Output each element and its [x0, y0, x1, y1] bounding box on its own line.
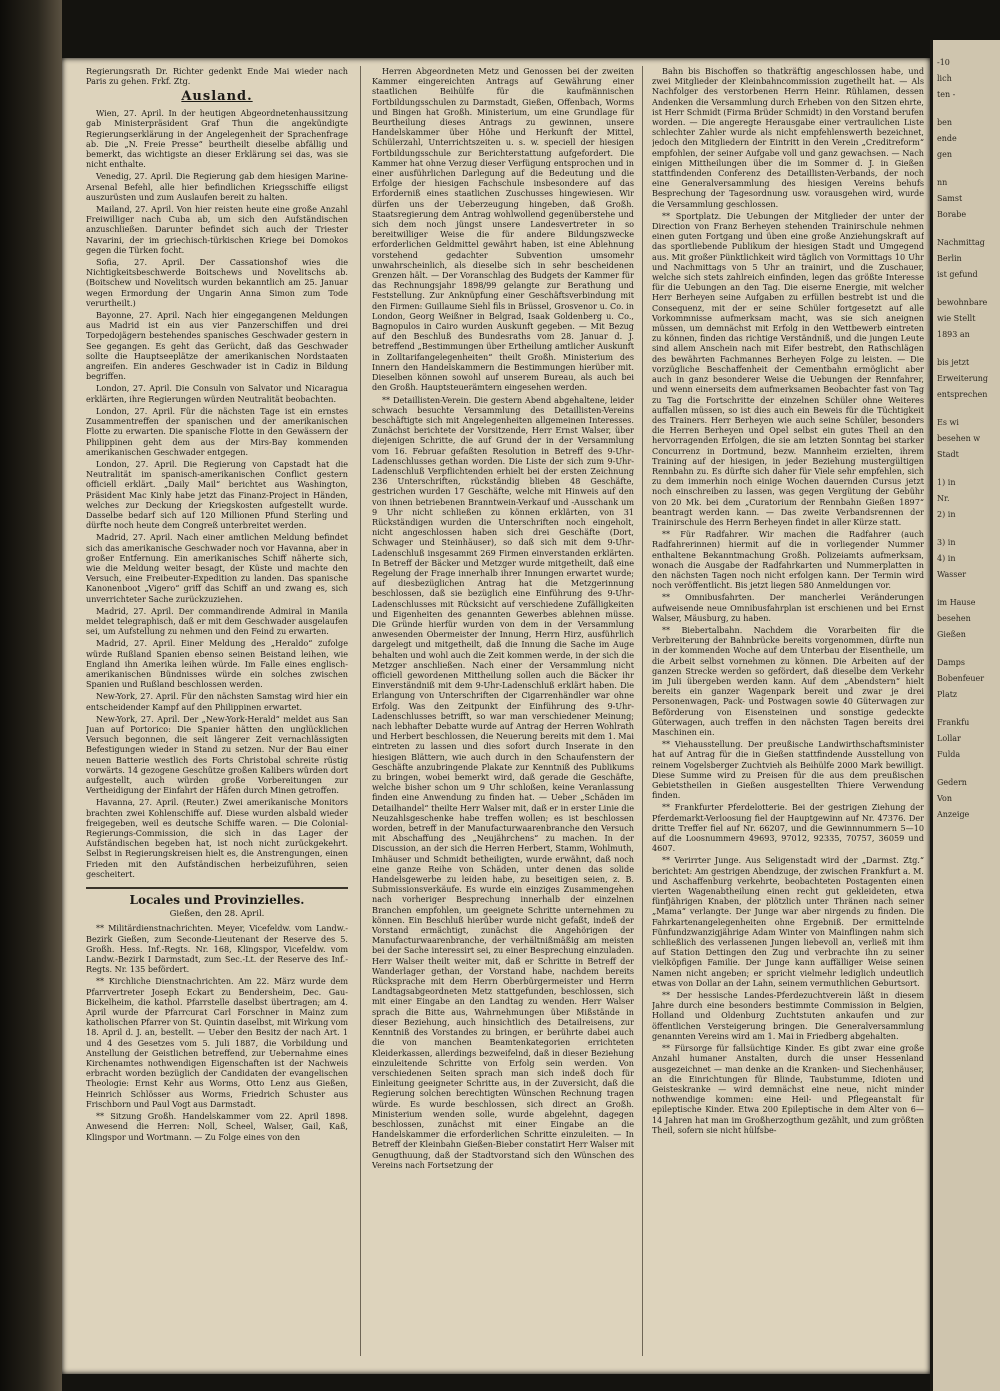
adjacent-page-fragment-text: Samst [937, 194, 963, 203]
adjacent-page-fragment-text: Borabe [937, 210, 967, 219]
adjacent-page-fragment-text: Es wi [937, 418, 959, 427]
adjacent-page-fragment-text: Nr. [937, 494, 950, 503]
article-paragraph: Sofia, 27. April. Der Cassationshof wies die Nichtigkeitsbeschwerde Boitschews und Novelitschs ab. (Boitschew und Novelitsch wurden bekanntlich am 25. Januar wegen Ermordung der Ungarin Anna Simon zum Tode verurtheilt.) [86, 257, 348, 308]
section-heading-locales: Locales und Provinzielles. [86, 887, 348, 905]
adjacent-page-fragment-text: 3) in [937, 538, 956, 547]
adjacent-page-fragment-text: entsprechen [937, 390, 988, 399]
adjacent-page-fragment-text: ben [937, 118, 953, 127]
article-paragraph: Madrid, 27. April. Nach einer amtlichen Meldung befindet sich das amerikanische Geschwader noch vor Havanna, aber in großer Entfernung. Ein amerikanisches Schiff näherte sich, wie die Meldung weiter besagt, der Küste und machte den Versuch, eine Freibeuter-Expedition zu landen. Das spanische Kanonenboot „Vigero“ griff das Schiff an und zwang es, sich unverrichteter Sache zurückzuziehen. [86, 532, 348, 604]
article-paragraph: Wien, 27. April. In der heutigen Abgeordnetenhaussitzung gab Ministerpräsident Graf Thun die angekündigte Regierungserklärung in der Angelegenheit der Sprachenfrage ab. Die „N. Freie Presse“ beurtheilt dieselbe abfällig und bemerkt, das wichtigste an dieser Erklärung sei das, was sie nicht enthalte. [86, 108, 348, 170]
adjacent-page-fragment-text: lich [937, 74, 952, 83]
article-list [86, 923, 348, 1141]
article-paragraph: Havanna, 27. April. (Reuter.) Zwei amerikanische Monitors brachten zwei Kohlenschiffe auf. Diese wurden alsbald wieder freigegeben, weil es deutsche Schiffe waren. — Die Colonial-Regierungs-Commission, die sich in das Lager der Aufständischen begeben hat, ist noch nicht zurückgekehrt. Selbst in Regierungskreisen hielt es, die Anstrengungen, einen Frieden mit den Aufständischen herbeizuführen, seien gescheitert. [86, 797, 348, 879]
article-paragraph: New-York, 27. April. Für den nächsten Samstag wird hier ein entscheidender Kampf auf den Philippinen erwartet. [86, 691, 348, 712]
adjacent-page-fragment-text: Platz [937, 690, 958, 699]
column-1 [86, 66, 348, 1366]
article-paragraph: ** Sitzung Großh. Handelskammer vom 22. April 1898. Anwesend die Herren: Noll, Scheel, Walser, Gail, Kaß, Klingspor und Wortmann. — Zu Folge eines von den [86, 1111, 348, 1142]
adjacent-page-fragment-text: 1) in [937, 478, 956, 487]
article-list [652, 66, 924, 1135]
article-list [372, 66, 634, 1170]
adjacent-page-fragment-text: Fulda [937, 750, 961, 759]
adjacent-page-fragment [930, 40, 1000, 1391]
article-paragraph: London, 27. April. Die Consuln von Salvator und Nicaragua erklärten, ihre Regierungen würden Neutralität beobachten. [86, 383, 348, 404]
adjacent-page-fragment-text: besehen [937, 614, 971, 623]
article-paragraph: New-York, 27. April. Der „New-York-Herald“ meldet aus San Juan auf Portorico: Die Spanier hätten den unglücklichen Versuch begonnen, die seit längerer Zeit vernachlässigten Befestigungen wieder in Stand zu setzen. Nur der Bau einer neuen Batterie westlich des Forts Christobal schreite rüstig vorwärts. 14 gezogene Geschütze großen Kalibers würden dort aufgestellt, auch würden große Vorbereitungen zur Vertheidigung der Einfahrt der Häfen durch Minen getroffen. [86, 713, 348, 796]
section-heading-ausland: Ausland. [181, 89, 253, 104]
adjacent-page-fragment-text: ende [937, 134, 957, 143]
adjacent-page-fragment-text: bewohnbare [937, 298, 988, 307]
adjacent-page-fragment-text: Berlin [937, 254, 962, 263]
article-list [86, 108, 348, 879]
column-2 [372, 66, 634, 1366]
article-paragraph: ** Viehausstellung. Der preußische Landwirthschaftsminister hat auf Antrag für die in Gießen stattfindende Ausstellung von reinem Vogelsberger Zuchtvieh als Beihülfe 2000 Mark bewilligt. Diese Summe wird zu Preisen für die aus dem preußischen Gebietstheilen in Gießen ausgestellten Thiere Verwendung finden. [652, 739, 924, 801]
article-paragraph: ** Omnibusfahrten. Der mancherlei Veränderungen aufweisende neue Omnibusfahrplan ist erschienen und bei Ernst Walser, Mäusburg, zu haben. [652, 592, 924, 623]
article-paragraph: Madrid, 27. April. Einer Meldung des „Heraldo“ zufolge würde Rußland Spanien ebenso seinen Beistand leihen, wie England ihn Amerika leihen würde. Im Falle eines englisch-amerikanischen Bündnisses würde ein solches zwischen Spanien und Rußland beschlossen werden. [86, 638, 348, 690]
article-paragraph: ** Kirchliche Dienstnachrichten. Am 22. März wurde dem Pfarrvertreter Joseph Eckart zu Bendersheim, Dec. Gau-Bickelheim, die kathol. Pfarrstelle daselbst übertragen; am 4. April wurde der Pfarrcurat Carl Forschner in Mainz zum katholischen Pfarrer von St. Quintin daselbst, mit Wirkung vom 18. April d. J. an, bestellt. — Ueber den Besitz der nach Art. 1 und 4 des Gesetzes vom 5. Juli 1887, die Vorbildung und Anstellung der Geistlichen betreffend, zur Uebernahme eines Kirchenamtes nothwendigen Eigenschaften ist der Nachweis erbracht worden bezüglich der Candidaten der evangelischen Theologie: Ernst Kehr aus Worms, Otto Lenz aus Gießen, Heinrich Schlösser aus Worms, Friedrich Schuster aus Frischborn und Paul Vogt aus Darmstadt. [86, 976, 348, 1109]
adjacent-page-fragment-text: 1893 an [937, 330, 970, 339]
adjacent-page-fragment-text: Von [937, 794, 953, 803]
adjacent-page-fragment-text: Lollar [937, 734, 961, 743]
article-paragraph: ** Militärdienstnachrichten. Meyer, Vicefeldw. vom Landw.-Bezirk Gießen, zum Seconde-Lieutenant der Reserve des 5. Großh. Hess. Inf.-Regts. Nr. 168, Klingspor, Vicefeldw. vom Landw.-Bezirk I Darmstadt, zum Sec.-Lt. der Reserve des Inf.-Regts. Nr. 135 befördert. [86, 923, 348, 975]
adjacent-page-fragment-text: Wasser [937, 570, 967, 579]
adjacent-page-fragment-text: -10 [937, 58, 950, 67]
article-paragraph: ** Verirrter Junge. Aus Seligenstadt wird der „Darmst. Ztg.“ berichtet: Am gestrigen Abendzuge, der zwischen Frankfurt a. M. und Aschaffenburg verkehrte, beobachteten Postagenten einen vierten Wagenabtheilung einen recht gut gekleideten, etwa fünfjährigen Knaben, der plötzlich unter Thränen nach seiner „Mama“ verlangte. Der Junge war aber nirgends zu finden. Die Fahrkartenangelegenheiten ohne Ergebniß. Der ermittelnde Fünfundzwanzigjährige Adam Winter von Mainflingen nahm sich schließlich des verlassenen Jungen liebevoll an, verließ mit ihm auf Station Dettingen den Zug und verbrachte ihn zu seiner vielköpfigen Familie. Der Junge kann auffälliger Weise seinen Namen nicht angeben; er spricht vielmehr lediglich undeutlich etwas von Dollar an der Lahn, seinem vermuthlichen Geburtsort. [652, 855, 924, 988]
column-divider [360, 66, 361, 1356]
adjacent-page-fragment-text: bis jetzt [937, 358, 970, 367]
adjacent-page-fragment-text: Anzeige [937, 810, 970, 819]
adjacent-page-fragment-text: wie Stellt [937, 314, 976, 323]
adjacent-page-fragment-text: ist gefund [937, 270, 978, 279]
article-paragraph: London, 27. April. Für die nächsten Tage ist ein ernstes Zusammentreffen der spanischen und der amerikanischen Flotte zu erwarten. Die spanische Flotte in den Gewässern der Philippinen geht dem aus der Mirs-Bay kommenden amerikanischen Geschwader entgegen. [86, 405, 348, 457]
article-paragraph: ** Der hessische Landes-Pferdezuchtverein läßt in diesem Jahre durch eine besonders bestimmte Commission in Belgien, Holland und Oldenburg Zuchtstuten ankaufen und zur öffentlichen Versteigerung bringen. Die Generalversammlung genannten Vereins wird am 1. Mai in Friedberg abgehalten. [652, 990, 924, 1041]
article-paragraph: ** Für Radfahrer. Wir machen die Radfahrer (auch Radfahrerinnen) hiermit auf die in vorliegender Nummer enthaltene Bekanntmachung Großh. Polizeiamts aufmerksam, wonach die Ausgabe der Radfahrkarten und Nummerplatten in den nächsten Tagen noch nicht erfolgen kann. Der Termin wird noch veröffentlicht. Bis jetzt liegen 580 Anmeldungen vor. [652, 529, 924, 591]
adjacent-page-fragment-text: Bobenfeuer [937, 674, 985, 683]
book-spine [0, 0, 62, 1391]
article-paragraph: ** Detaillisten-Verein. Die gestern Abend abgehaltene, leider schwach besuchte Versammlung des Detaillisten-Vereins beschäftigte sich mit Angelegenheiten allgemeinen Interesses. Zunächst berichtete der Vorsitzende, Herr Ernst Walser, über diejenigen Schritte, die auf Grund der in der Versammlung vom 16. Februar gefaßten Resolution in Betreff des 9-Uhr-Ladenschlusses gethan worden. Die Liste der sich zum 9-Uhr-Ladenschluß Verpflichtenden erhielt bei der ersten Zeichnung 236 Unterschriften, rückständig blieben 48 Geschäfte, gestrichen wurden 17 Geschäfte, welche mit Hinweis auf den von ihnen betriebenen Branntwein-Verkauf und -Ausschank um 9 Uhr nicht schließen zu können erklärten, von 31 Rückständigen wurden die Unterschriften noch eingeholt, nicht angeschlossen haben sich drei Geschäfte (Dort, Schwager und Steinhäuser), so daß sich mit dem 9-Uhr-Ladenschluß insgesammt 269 Firmen einverstanden erklärten. In Betreff der Bäcker und Metzger wurde mitgetheilt, daß eine Regelung der Frage innerhalb ihrer Innungen erwartet wurde; auf diesbezüglichen Antrag hat die Metzgerinnung beschlossen, daß sie bezüglich eine Einführung des 9-Uhr-Ladenschlusses mit Rücksicht auf verschiedene Zufälligkeiten und Eigenheiten des genannten Gewerbes ablehnen müsse. Die Gründe hierfür wurden von dem in der Versammlung anwesenden Obermeister der Innung, Herrn Hirz, ausführlich dargelegt und mitgetheilt, daß die Innung die Sache im Auge behalten und wohl auch die Zeit kommen werde, in der sich die Metzger anschließen. Nach einer der Versammlung nicht officiell gewordenen Mittheilung sollen auch die Bäcker ihr Einverständniß mit dem 9-Uhr-Ladenschluß erklärt haben. Die Erlangung von Unterschriften der Cigarrenhändler war ohne Erfolg. Was den Zeitpunkt der Einführung des 9-Uhr-Ladenschlusses betrifft, so war man verschiedener Meinung; nach lebhafter Debatte wurde auf Antrag der Herren Wohlrath und Herbert beschlossen, die Neuerung bereits mit dem 1. Mai eintreten zu lassen und dies sofort durch Inserate in den hiesigen Blättern, wie auch durch in den Schaufenstern der Geschäfte anzubringende Plakate zur Kenntniß des Publikums zu bringen, wobei bemerkt wird, daß gerade die Geschäfte, welche bisher schon um 9 Uhr schloßen, keine Veranlassung finden eine Anwendung zu finden hat. — Ueber „Schäden im Detailhandel“ theilte Herr Walser mit, daß er in erster Linie die Neuzahlsgeschenke habe treffen wollen; es ist beschlossen worden, betreff in der Manufacturwaarenbranche den Versuch mit Abschaffung des „Neujährchens“ zu machen. In der Discussion, an der sich die Herren Herbert, Stamm, Wohlmuth, Imhäuser und Schmidt betheiligten, wurde erwähnt, daß noch eine ganze Reihe von Schäden, unter denen das solide Handelsgewerbe zu leiden habe, zu beseitigen seien, z. B. Submissionsverkäufe. Es wurde ein einziges Zusammengehen nach vorheriger Besprechung innerhalb der einzelnen Branchen empfohlen, um geeignete Schritte unternehmen zu können. Ein Beschluß hierüber wurde nicht gefaßt, indeß der Vorstand ermächtigt, zunächst die Angehörigen der Manufacturwaarenbranche, der verhältnißmäßig am meisten bei der Sache interessirt sei, zu einer Besprechung einzuladen. Herr Walser theilt weiter mit, daß er Schritte in Betreff der Wanderlager gethan, der Vorstand habe, nachdem bereits Rücksprache mit dem Herrn Oberbürgermeister und Herrn Landtagsabgeordneten Metz stattgefunden, beschlossen, sich mit einer Eingabe an den Landtag zu wenden. Herr Walser sprach die Bitte aus, Wahrnehmungen über Mißstände in dieser Beziehung, auch hinsichtlich des Detailreisens, zur Kenntniß des Vorstandes zu bringen, er berührte dabei auch die von manchen Beamtenkategorien errichteten Kleiderkassen, allerdings bezweifelnd, daß in dieser Beziehung einzuleitende Schritte von Erfolg sein werden. Von verschiedenen Seiten sprach man sich indeß doch für Einleitung geeigneter Schritte aus, in der Zuversicht, daß die Regierung solchen berechtigten Wünschen Rechnung tragen würde. Es wurde beschlossen, sich direct an Großh. Ministerium wenden solle, wurde abgelehnt, dagegen beschlossen, zunächst mit einer Eingabe an die Handelskammer die erforderlichen Schritte einzuleiten. — In Betreff der Kleinbahn Gießen-Bieber constatirt Herr Walser mit Genugthuung, daß der Stadtvorstand sich den Wünschen des Vereins nach Fortsetzung der [372, 394, 634, 1170]
top-note: Regierungsrath Dr. Richter gedenkt Ende Mai wieder nach Paris zu gehen. Frkf. Ztg. [86, 66, 348, 86]
article-paragraph: Mailand, 27. April. Von hier reisten heute eine große Anzahl Freiwilliger nach Cuba ab, um sich den Aufständischen anzuschließen. Darunter befindet sich auch der Triester Navarini, der im griechisch-türkischen Kriege bei Domokos gegen die Türken focht. [86, 204, 348, 255]
adjacent-page-fragment-text: ten - [937, 90, 956, 99]
adjacent-page-fragment-text: gen [937, 150, 953, 159]
adjacent-page-fragment-text: Gedern [937, 778, 967, 787]
article-paragraph: ** Biebertalbahn. Nachdem die Vorarbeiten für die Verbreiterung der Bahnbrücke bereits vorgenommen, dürfte nun in der kommenden Woche auf dem Unterbau der Eisentheile, um die Arbeit selbst vornehmen zu können. Die Arbeiten auf der ganzen Strecke werden so gefördert, daß dieselbe dem Verkehr im Juli übergeben werden kann. Auf dem „Abendstern“ hielt bereits ein ganzer Wagenpark bereit und zwar je drei Personenwagen, Pack- und Postwagen sowie 40 Güterwagen zur Beförderung von Eisensteinen und sonstige gedeckte Güterwagen, auch treffen in den nächsten Tagen bereits drei Maschinen ein. [652, 624, 924, 737]
article-paragraph: Herren Abgeordneten Metz und Genossen bei der zweiten Kammer eingereichten Antrags auf Gewährung einer staatlichen Beihülfe für die kaufmännischen Fortbildungsschulen zu Darmstadt, Gießen, Offenbach, Worms und Bingen hat Großh. Ministerium, um eine Grundlage für Beurtheilung dieses Antrags zu gewinnen, unsere Handelskammer über Höhe und Herkunft der Mittel, Schülerzahl, Unterrichtszeiten u. s. w. speciell der hiesigen Fortbildungsschule zur Berichterstattung aufgefordert. Die Kammer hat ohne Verzug dieser Verfügung entsprochen und in einer ausführlichen Darlegung auf die Bedeutung und die Erfolge der hiesigen Fachschule insbesondere auf das Erforderniß eines staatlichen Zuschusses hingewiesen. Wir dürfen uns der Ueberzeugung hingeben, daß Großh. Staatsregierung dem Antrag wohlwollend gegenüberstehe und sich dem noch jüngst unsere Landesvertreter in so bereitwilliger Weise die für andere Bildungszwecke erforderlichen Geldmittel gewährt haben, ist eine Ablehnung vorstehend gedachter Subvention umsomehr unwahrscheinlich, als dieselbe sich in sehr bescheidenen Grenzen hält. — Der Voranschlag des Budgets der Kammer für das Rechnungsjahr 1898/99 gelangte zur Berathung und Feststellung. Zur Anknüpfung einer Geschäftsverbindung mit den Firmen: Guillaume Siehl fils in Brüssel, Grosvenor u. Co. in London, Georg Weißner in Belgrad, Isaak Goldenberg u. Co., Bagnopulos in Cairo wurden Auskunft gegeben. — Mit Bezug auf den Beschluß des Bundesraths vom 28. Januar d. J. betreffend „Bestimmungen über Ertheilung amtlicher Auskunft in Zolltarifangelegenheiten“ theilt Großh. Ministerium des Innern den Handelskammern die Bestimmungen hierüber mit. Dieselben können sowohl auf unserem Bureau, als auch bei den Großh. Hauptsteuerämtern eingesehen werden. [372, 66, 634, 393]
adjacent-page-text [933, 58, 1000, 820]
article-paragraph: ** Fürsorge für fallsüchtige Kinder. Es gibt zwar eine große Anzahl humaner Anstalten, durch die unser Hessenland ausgezeichnet — man denke an die Kranken- und Siechenhäuser, an die Einrichtungen für Blinde, Taubstumme, Idioten und Geisteskranke — wird demnächst eine neue, nicht minder nothwendige kommen: eine Heil- und Pflegeanstalt für epileptische Kinder. Etwa 200 Epileptische in dem Alter von 6—14 Jahren hat man im Großherzogthum gezählt, und zum größten Theil, sofern sie nicht hülfsbe- [652, 1043, 924, 1135]
article-paragraph: Bayonne, 27. April. Nach hier eingegangenen Meldungen aus Madrid ist ein aus vier Panzerschiffen und drei Torpedojägern bestehendes spanisches Geschwader gestern in See gegangen. Es geht das Gerücht, daß das Geschwader sollte die Hauptseeplätze der amerikanischen Nordstaaten angreifen. Ein anderes Geschwader ist in Cadiz in Bildung begriffen. [86, 310, 348, 382]
adjacent-page-fragment-text: besehen w [937, 434, 981, 443]
article-paragraph: London, 27. April. Die Regierung von Capstadt hat die Neutralität im spanisch-amerikanischen Conflict gestern officiell erklärt. „Daily Mail“ berichtet aus Washington, Präsident Mac Kinly habe jetzt das Finanz-Project in Händen, welches zur Deckung der Kriegskosten aufgestellt wurde. Dasselbe bedarf sich auf 120 Millionen Pfund Sterling und dürfte noch heute dem Congreß unterbreitet werden. [86, 458, 348, 531]
article-paragraph: ** Sportplatz. Die Uebungen der Mitglieder der unter der Direction von Franz Berheyen stehenden Trainirschule nehmen einen guten Fortgang und üben eine große Anziehungskraft auf das sportliebende Publikum der hiesigen Stadt und Umgegend aus. Mit großer Pünktlichkeit wird täglich von Vormittags 10 Uhr und Nachmittags von 5 Uhr an trainirt, und die Zuschauer, welche sich stets zahlreich einfinden, legen das größte Interesse für die Uebungen an den Tag. Die eiserne Energie, mit welcher Herr Berheyen seine Aufgaben zu erfüllen bestrebt ist und die Consequenz, mit der er seine Schüler fortgesetzt auf alle Vorkommnisse aufmerksam macht, was sie sich aneignen müssen, um demnächst mit Erfolg in den Wettbewerb eintreten zu können, finden das richtige Verständniß, und die jungen Leute sind allem Anschein nach mit Eifer bestrebt, den Rathschlägen des bewährten Fachmannes Berheyen Folge zu leisten. — Die vorzügliche Beschaffenheit der Cementbahn ermöglicht aber auch in ganz besonderer Weise die Uebungen der Rennfahrer, und wenn einerseits dem aufmerksamen Beobachter fast von Tag zu Tag die Fortschritte der einzelnen Schüler ohne Weiteres auffallen müssen, so ist dies auch ein Beweis für die Tüchtigkeit des Trainers. Herr Berheyen wie auch seine Schüler, besonders die Herren Berheyen und Opel selbst ein gutes Theil an den hervorragenden Erfolgen, die sie am letzten Sonntag bei starker Concurrenz in Dortmund, bezw. Mannheim erzielten, ihrem Training auf der hiesigen, in jeder Beziehung mustergültigen Rennbahn zu. Es dürfte sich daher für Viele sehr empfehlen, sich zu dem immerhin noch einige Wochen dauernden Cursus jetzt noch einschreiben zu lassen, was gegen Vergütung der Gebühr von 20 Mk. bei dem „Curatorium der Rennbahn Gießen 1897“ beantragt werden kann. — Das zweite Verbandsrennen der Trainirschule des Herrn Berheyen findet in aller Kürze statt. [652, 210, 924, 527]
column-divider [642, 66, 643, 1356]
adjacent-page-fragment-text: Stadt [937, 450, 959, 459]
article-paragraph: Venedig, 27. April. Die Regierung gab dem hiesigen Marine-Arsenal Befehl, alle hier befindlichen Kriegsschiffe eiligst auszurüsten und zum Auslaufen bereit zu halten. [86, 171, 348, 202]
adjacent-page-fragment-text: Damps [937, 658, 965, 667]
article-paragraph: ** Frankfurter Pferdelotterie. Bei der gestrigen Ziehung der Pferdemarkt-Verloosung fiel der Hauptgewinn auf Nr. 47376. Der dritte Treffer fiel auf Nr. 66207, und die Gewinnnummern 5—10 auf die Loosnummern 49693, 97012, 92335, 70757, 36059 und 4607. [652, 802, 924, 854]
article-paragraph: Bahn bis Bischoffen so thatkräftig angeschlossen habe, und zwei Mitglieder der Kleinbahncommission zugetheilt hat. — Als Nachfolger des verstorbenen Herrn Heinr. Rühlamen, dessen Andenken die Versammlung durch Erheben von den Sitzen ehrte, ist Herr Schmidt (Firma Brüder Schmidt) in den Vorstand berufen worden. — Die angeregte Herausgabe einer vertraulichen Liste schlechter Zahler wurde als nicht empfehlenswerth bezeichnet, jedoch den Mitgliedern der Eintritt in den Verein „Creditreform“ empfohlen, der seiner Aufgabe voll und ganz gewachsen. — Nach einigen Mittheilungen über die im Sommer d. J. in Gießen stattfindenden Conferenz des Detaillisten-Verbands, der noch eine Generalversammlung des hiesigen Vereins behufs Besprechung der Tagesordnung usw. vorausgehen wird, wurde die Versammlung geschlossen. [652, 66, 924, 209]
adjacent-page-fragment-text: Nachmittag [937, 238, 985, 247]
column-3 [652, 66, 924, 1366]
adjacent-page-fragment-text: 4) in [937, 554, 956, 563]
dateline: Gießen, den 28. April. [169, 909, 265, 920]
adjacent-page-fragment-text: Frankfu [937, 718, 970, 727]
adjacent-page-fragment-text: 2) in [937, 510, 956, 519]
article-paragraph: Madrid, 27. April. Der commandirende Admiral in Manila meldet telegraphisch, daß er mit dem Geschwader ausgelaufen sei, um Aufstellung zu nehmen und den Feind zu erwarten. [86, 605, 348, 637]
adjacent-page-fragment-text: nn [937, 178, 948, 187]
adjacent-page-fragment-text: im Hause [937, 598, 976, 607]
adjacent-page-fragment-text: Gießen [937, 630, 966, 639]
adjacent-page-fragment-text: Erweiterung [937, 374, 989, 383]
